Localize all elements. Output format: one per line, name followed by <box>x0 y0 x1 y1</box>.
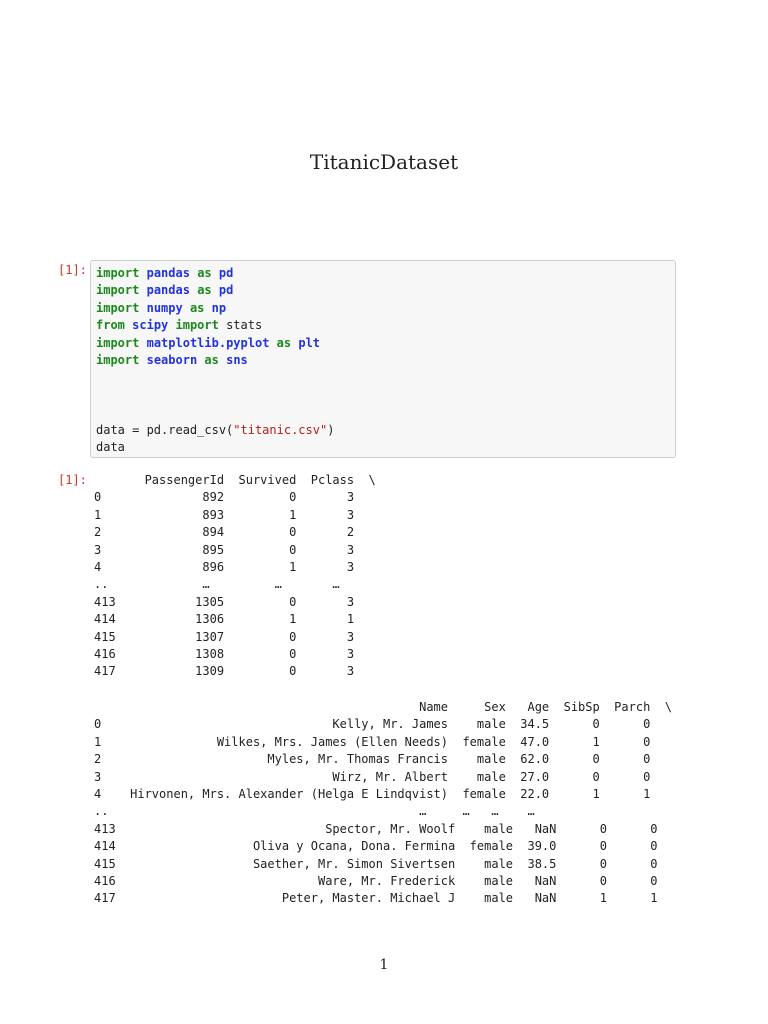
code-token: import <box>96 353 140 367</box>
code-line <box>96 317 262 334</box>
code-token <box>139 301 146 315</box>
code-token <box>219 353 226 367</box>
output-row: 417 Peter, Master. Michael J male NaN 1 1 <box>94 891 658 906</box>
code-line <box>96 352 248 369</box>
code-token <box>183 301 190 315</box>
code-token: as <box>197 266 212 280</box>
code-token <box>139 266 146 280</box>
document-title: TitanicDataset <box>309 150 459 174</box>
code-token: sns <box>226 353 248 367</box>
output-row: 415 Saether, Mr. Simon Sivertsen male 38.5 0 0 <box>94 856 658 871</box>
code-token: import <box>96 335 140 350</box>
code-token: "titanic.csv" <box>233 422 328 437</box>
output-row: .. … … … <box>94 577 340 592</box>
output-row: 414 1306 1 1 <box>94 612 355 627</box>
code-token: as <box>276 335 292 350</box>
code-token <box>212 266 219 280</box>
output-row: 0 Kelly, Mr. James male 34.5 0 0 <box>94 717 651 732</box>
code-token: pd <box>218 266 234 280</box>
page-number: 1 <box>379 957 389 973</box>
output-row: 4 Hirvonen, Mrs. Alexander (Helga E Lindqvist) female 22.0 1 1 <box>94 787 651 801</box>
output-row: 2 Myles, Mr. Thomas Francis male 62.0 0 0 <box>94 752 651 767</box>
code-token: pandas <box>146 283 190 298</box>
code-line <box>96 335 320 352</box>
input-prompt: [1]: <box>58 263 87 277</box>
output-row: PassengerId Survived Pclass \ <box>94 473 376 487</box>
code-token: plt <box>298 335 321 350</box>
output-row: 413 Spector, Mr. Woolf male NaN 0 0 <box>94 821 658 836</box>
code-line <box>96 282 233 299</box>
output-row: 3 Wirz, Mr. Albert male 27.0 0 0 <box>94 769 651 784</box>
code-token: pandas <box>146 266 190 280</box>
output-row: 4 896 1 3 <box>94 560 355 574</box>
code-token: as <box>204 353 219 367</box>
output-row: .. … … … … <box>94 804 535 819</box>
code-line <box>96 265 233 282</box>
code-token: pd <box>218 283 234 298</box>
output-row: 417 1309 0 3 <box>94 664 355 679</box>
code-token <box>212 283 219 297</box>
code-token: import <box>96 266 140 280</box>
code-token: import <box>96 283 140 298</box>
code-token: stats <box>218 318 263 333</box>
code-token <box>139 336 146 350</box>
code-token <box>204 301 211 315</box>
output-row: 0 892 0 3 <box>94 490 355 505</box>
code-token: import <box>175 318 219 333</box>
output-row: Name Sex Age SibSp Parch \ <box>94 700 672 714</box>
code-token <box>168 318 175 332</box>
code-token: np <box>211 300 227 315</box>
code-token: seaborn <box>146 353 198 367</box>
code-token <box>269 336 276 350</box>
code-token <box>139 353 146 367</box>
code-token <box>139 283 146 297</box>
code-line <box>96 422 334 439</box>
code-line <box>96 300 226 317</box>
code-token: import <box>96 300 140 315</box>
code-token: from <box>96 318 125 333</box>
code-token: scipy <box>132 318 169 333</box>
output-row: 1 893 1 3 <box>94 507 355 522</box>
code-token: matplotlib.pyplot <box>146 335 270 350</box>
output-row: 416 Ware, Mr. Frederick male NaN 0 0 <box>94 874 658 888</box>
code-token: as <box>197 283 212 298</box>
code-token: as <box>189 300 205 315</box>
code-token: data = pd.read_csv( <box>96 422 234 437</box>
output-row: 415 1307 0 3 <box>94 629 355 644</box>
output-row: 416 1308 0 3 <box>94 647 355 661</box>
output-row: 1 Wilkes, Mrs. James (Ellen Needs) female 47.0 1 0 <box>94 734 651 749</box>
output-row: 414 Oliva y Ocana, Dona. Fermina female 39.0 0 0 <box>94 839 658 854</box>
code-token: data <box>96 440 125 454</box>
output-row: 2 894 0 2 <box>94 525 355 540</box>
code-token: numpy <box>146 300 183 315</box>
output-row: 3 895 0 3 <box>94 542 355 557</box>
code-token: ) <box>327 422 335 437</box>
output-row: 413 1305 0 3 <box>94 594 355 609</box>
output-prompt: [1]: <box>58 473 87 487</box>
code-line <box>96 439 125 456</box>
code-input-cell[interactable] <box>90 260 676 458</box>
